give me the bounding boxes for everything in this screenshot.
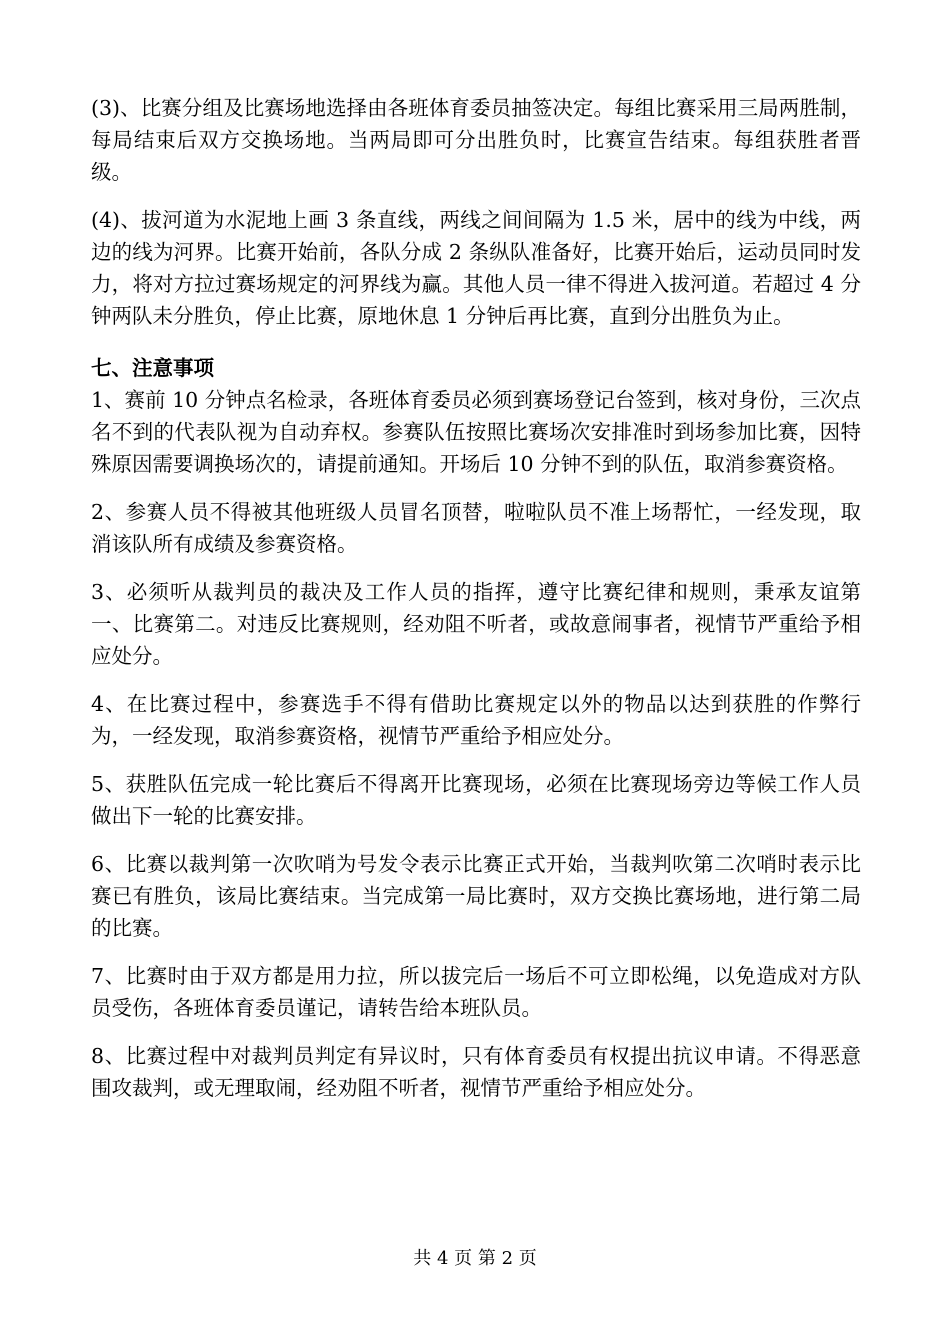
section-heading: 七、注意事项 (91, 356, 214, 380)
page-footer: 共 4 页 第 2 页 (413, 1248, 537, 1269)
note-item-7: 7、比赛时由于双方都是用力拉，所以拔完后一场后不可立即松绳，以免造成对方队员受伤，各班体育委员谨记，请转告给本班队员。 (91, 964, 861, 1020)
note-item-6: 6、比赛以裁判第一次吹哨为号发令表示比赛正式开始，当裁判吹第二次哨时表示比赛已有胜负，该局比赛结束。当完成第一局比赛时，双方交换比赛场地，进行第二局的比赛。 (91, 852, 861, 940)
note-item-4: 4、在比赛过程中，参赛选手不得有借助比赛规定以外的物品以达到获胜的作弊行为，一经发现，取消参赛资格，视情节严重给予相应处分。 (91, 692, 861, 748)
note-item-5: 5、获胜队伍完成一轮比赛后不得离开比赛现场，必须在比赛现场旁边等候工作人员做出下一轮的比赛安排。 (91, 772, 861, 828)
document-page (91, 92, 861, 1104)
note-item-2: 2、参赛人员不得被其他班级人员冒名顶替，啦啦队员不准上场帮忙，一经发现，取消该队所有成绩及参赛资格。 (91, 500, 861, 556)
paragraph-rule-3: (3)、比赛分组及比赛场地选择由各班体育委员抽签决定。每组比赛采用三局两胜制，每局结束后双方交换场地。当两局即可分出胜负时，比赛宣告结束。每组获胜者晋级。 (91, 96, 861, 184)
paragraph-rule-4: (4)、拔河道为水泥地上画 3 条直线，两线之间间隔为 1.5 米，居中的线为中线，两边的线为河界。比赛开始前，各队分成 2 条纵队准备好，比赛开始后，运动员同时发力，将对方拉过赛场规定的河界线为赢。其他人员一律不得进入拔河道。若超过 4 分钟两队未分胜负，停止比赛，原地休息 1 分钟后再比赛，直到分出胜负为止。 (91, 208, 861, 328)
note-item-1: 1、赛前 10 分钟点名检录，各班体育委员必须到赛场登记台签到，核对身份，三次点名不到的代表队视为自动弃权。参赛队伍按照比赛场次安排准时到场参加比赛，因特殊原因需要调换场次的，请提前通知。开场后 10 分钟不到的队伍，取消参赛资格。 (91, 388, 861, 476)
note-item-3: 3、必须听从裁判员的裁决及工作人员的指挥，遵守比赛纪律和规则，秉承友谊第一、比赛第二。对违反比赛规则，经劝阻不听者，或故意闹事者，视情节严重给予相应处分。 (91, 580, 861, 668)
note-item-8: 8、比赛过程中对裁判员判定有异议时，只有体育委员有权提出抗议申请。不得恶意围攻裁判，或无理取闹，经劝阻不听者，视情节严重给予相应处分。 (91, 1044, 861, 1100)
